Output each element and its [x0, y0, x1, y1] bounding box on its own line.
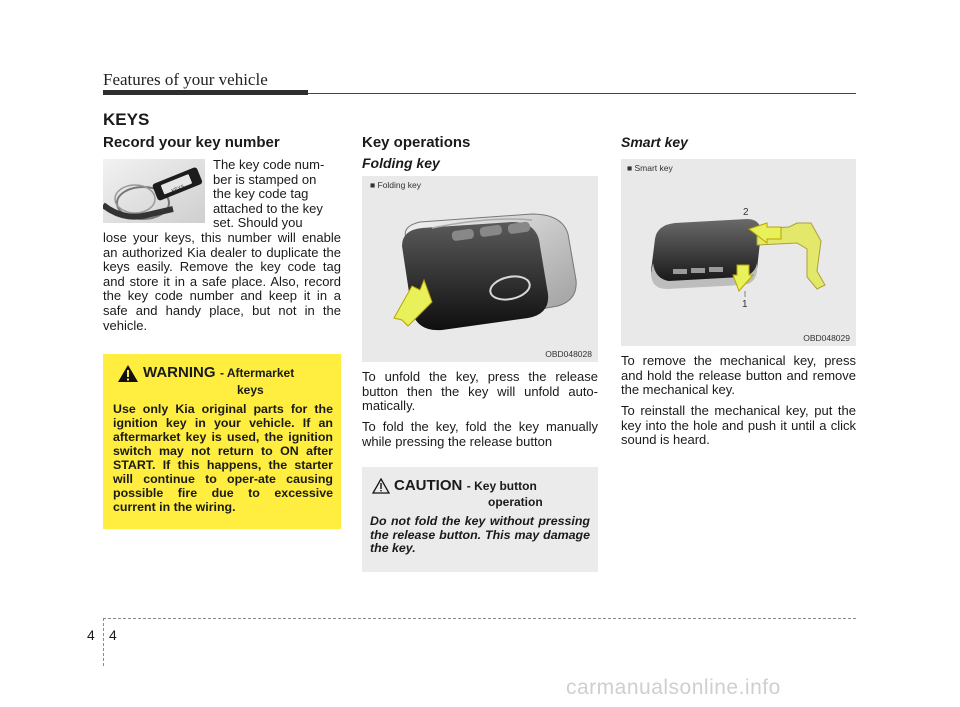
caution-title-row	[394, 477, 537, 495]
caution-subtitle-2: operation	[488, 495, 543, 509]
caution-title: CAUTION	[394, 477, 463, 494]
smart-key-callout-1: 1	[742, 299, 748, 310]
warning-body: Use only Kia original parts for the ignition key in your vehicle. If an aftermarket key is used, the ignition switch may not return to ON after START. If this happens, the starter will continue to oper-ate causing possible fire due to excessive current in the wiring.	[113, 402, 333, 514]
folding-key-fig-label: ■ Folding key	[370, 180, 421, 190]
smart-key-callout-2: 2	[743, 207, 749, 218]
unfold-text: To unfold the key, press the release button then the key will unfold auto-matically.	[362, 369, 598, 414]
page-number: 4	[109, 627, 117, 643]
caution-box	[362, 467, 598, 572]
record-line: The key code num-	[213, 157, 325, 172]
caution-subtitle: - Key button	[466, 479, 537, 493]
chapter-number: 4	[87, 627, 95, 643]
warning-subtitle: - Aftermarket	[219, 366, 295, 380]
remove-key-text: To remove the mechanical key, press and hold the release button and remove the mechanical key.	[621, 353, 856, 398]
header-bar	[103, 90, 308, 95]
record-line: the key code tag	[213, 186, 309, 202]
watermark: carmanualsonline.info	[566, 676, 781, 699]
warning-box	[103, 354, 341, 529]
section-title: KEYS	[103, 110, 150, 129]
reinstall-key-text: To reinstall the mechanical key, put the key into the hole and push it until a click sound is heard.	[621, 403, 856, 448]
caution-body: Do not fold the key without pressing the release button. This may damage the key.	[370, 514, 590, 556]
warning-subtitle-2: keys	[237, 383, 264, 397]
folding-key-fig-code: OBD048028	[545, 349, 592, 359]
record-line: set. Should you	[213, 215, 303, 231]
warning-triangle-icon	[117, 364, 139, 383]
smart-key-fig-label: ■ Smart key	[627, 163, 673, 173]
record-line: ber is stamped on	[213, 171, 317, 187]
smart-key-heading: Smart key	[621, 134, 688, 150]
record-line: attached to the key	[213, 200, 323, 216]
running-header: Features of your vehicle	[103, 70, 268, 89]
folding-key-figure	[362, 176, 598, 362]
smart-key-fig-code: OBD048029	[803, 333, 850, 343]
key-tag-text: KEYS	[170, 183, 186, 195]
fold-text: To fold the key, fold the key manually while pressing the release button	[362, 419, 598, 449]
warning-title: WARNING	[143, 364, 216, 381]
record-lines-right	[213, 158, 341, 231]
record-paragraph: lose your keys, this number will enable an authorized Kia dealer to duplicate the keys easily. Remove the key code tag and store it in a safe place. Also, record the key code number and keep it in a safe and handy place, but not in the vehicle.	[103, 230, 341, 333]
key-tag-photo	[103, 159, 205, 223]
warning-title-row	[143, 364, 294, 382]
footer-divider	[103, 618, 104, 666]
footer-rule	[103, 618, 856, 619]
caution-triangle-icon	[372, 478, 390, 494]
folding-key-heading: Folding key	[362, 155, 440, 171]
header-rule	[308, 93, 856, 94]
key-operations-heading: Key operations	[362, 134, 471, 151]
record-key-heading: Record your key number	[103, 134, 280, 151]
smart-key-figure	[621, 159, 856, 346]
